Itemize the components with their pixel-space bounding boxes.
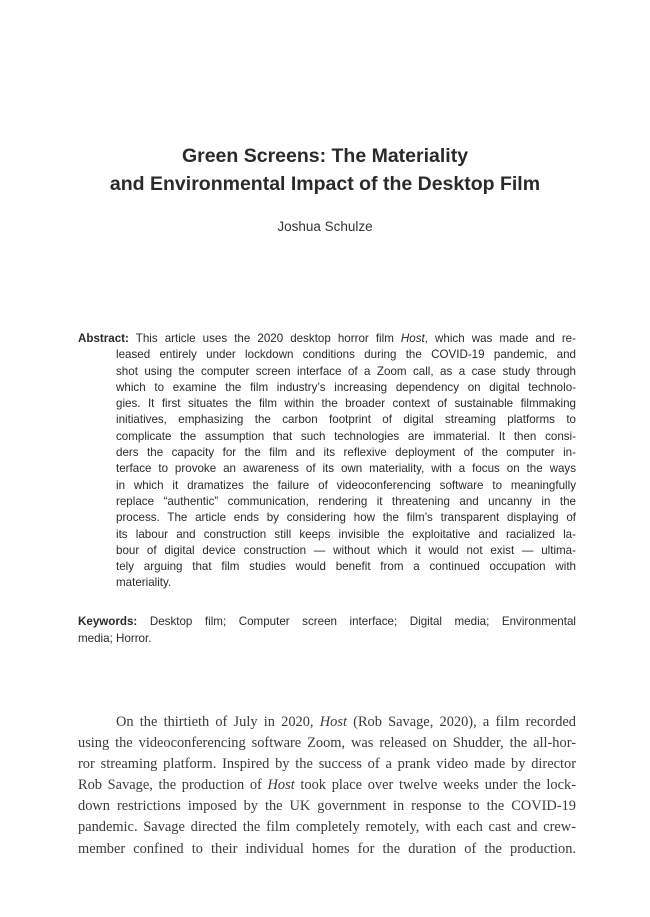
title-line-1: Green Screens: The Materiality [181,145,469,167]
body-line: using the videoconferencing software Zoom, was released on Shudder, the all-hor- [78,735,576,752]
article-title [40,142,610,198]
body-line: pandemic. Savage directed the film completely remotely, with each cast and crew- [78,819,576,836]
author-name: Joshua Schulze [277,219,373,234]
body-line: Rob Savage, the production of Host took place over twelve weeks under the lock- [78,777,577,794]
abstract-line: complicate the assumption that such technologies are immaterial. It then consi- [116,429,576,443]
keywords-line: media; Horror. [78,631,152,645]
abstract-line: leased entirely under lockdown conditions during the COVID-19 pandemic, and [116,348,576,362]
abstract-line: which to examine the film industry’s increasing dependency on digital technolo- [116,380,576,394]
abstract-line: materiality. [116,576,172,590]
film-title-italic: Host [319,714,347,730]
abstract-line: tely arguing that film studies would benefit from a continued occupation with [116,560,576,574]
film-title-italic: Host [267,777,295,794]
keywords-line: Keywords: Desktop film; Computer screen interface; Digital media; Environmental [78,615,576,628]
abstract-line: replace “authentic” communication, rendering it threatening and uncanny in the [116,494,576,508]
body-line: down restrictions imposed by the UK government in response to the COVID-19 [78,798,576,815]
abstract-line: in which it dramatizes the failure of videoconferencing software to meaningfully [116,478,576,492]
abstract-line: initiatives, emphasizing the carbon footprint of digital streaming platforms to [116,413,576,427]
abstract-line: terface to provoke an awareness of its own materiality, with a focus on the ways [116,462,576,476]
abstract-label: Abstract: [78,332,129,345]
abstract-line: Abstract: This article uses the 2020 desktop horror film Host, which was made and re- [78,332,576,345]
abstract-line: ders the capacity for the film and its reflexive deployment of the computer in- [116,446,576,460]
abstract-line: process. The article ends by considering how the film’s transparent displaying of [116,511,576,525]
keywords-label: Keywords: [78,615,138,628]
body-line: ror streaming platform. Inspired by the success of a prank video made by director [78,756,576,773]
body-line: On the thirtieth of July in 2020, Host (Rob Savage, 2020), a film recorded [116,714,576,730]
keywords-block [78,614,576,647]
abstract-block [78,331,576,592]
abstract-line: its labour and construction still keeps invisible the exploitative and racialized la- [116,527,576,541]
abstract-line: shot using the computer screen interface of a Zoom call, as a case study through [116,364,576,378]
abstract-line: gies. It first situates the film within the broader context of sustainable filmmaking [116,397,576,411]
abstract-line: bour of digital device construction — without which it would not exist — ultima- [116,543,576,557]
title-line-2: and Environmental Impact of the Desktop Film [109,173,541,195]
body-paragraph [78,712,576,860]
film-title-italic: Host [400,332,425,345]
body-line: member confined to their individual homes for the duration of the production. [78,840,576,857]
